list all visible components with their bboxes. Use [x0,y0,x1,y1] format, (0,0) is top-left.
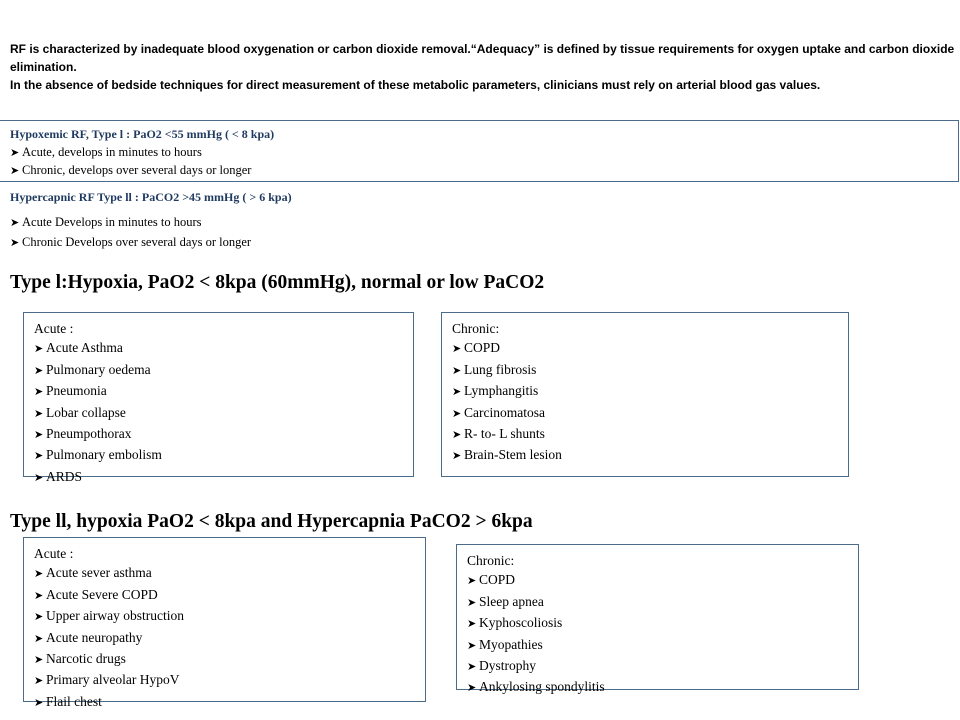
list-item [452,424,838,445]
arrow-bullet-icon: ➤ [10,237,20,249]
arrow-bullet-icon: ➤ [34,589,44,602]
type2-acute-list [34,563,415,713]
arrow-bullet-icon: ➤ [34,568,44,581]
list-item [34,585,415,606]
arrow-bullet-icon: ➤ [34,407,44,420]
intro-text [10,40,955,94]
type1-acute-label: Acute : [34,321,74,336]
list-item-text: Kyphoscoliosis [479,615,563,631]
list-item [34,606,415,627]
hypoxemic-rf-list [10,144,251,180]
arrow-bullet-icon: ➤ [467,596,477,609]
list-item [34,424,403,445]
type2-chronic-card [456,544,859,695]
type2-chronic-label: Chronic: [467,553,515,568]
list-item-text: Pneumpothorax [46,426,132,442]
arrow-bullet-icon: ➤ [34,675,44,688]
list-item-text: Acute Develops in minutes to hours [22,215,202,229]
arrow-bullet-icon: ➤ [34,364,44,377]
arrow-bullet-icon: ➤ [10,147,20,159]
list-item [452,338,838,359]
list-item-text: Lung fibrosis [464,361,537,377]
intro-line-definition: RF is characterized by inadequate blood oxygenation or carbon dioxide removal.“Adequacy” is defined by tissue requirements for oxygen uptake and carbon dioxide elimination. [10,42,955,74]
list-item-text: Chronic, develops over several days or longer [22,163,252,177]
list-item-text: ARDS [46,468,83,484]
list-item-text: Narcotic drugs [46,651,126,667]
type2-acute-card [23,537,426,709]
list-item [34,670,415,691]
arrow-bullet-icon: ➤ [467,575,477,588]
list-item-text: COPD [464,340,501,356]
list-item [467,635,848,656]
list-item [452,403,838,424]
arrow-bullet-icon: ➤ [452,450,462,463]
type2-acute-label: Acute : [34,546,74,561]
hypercapnic-rf-section [0,183,960,253]
arrow-bullet-icon: ➤ [34,471,44,484]
arrow-bullet-icon: ➤ [34,429,44,442]
list-item [467,570,848,591]
arrow-bullet-icon: ➤ [467,639,477,652]
type1-acute-list [34,338,403,488]
list-item-text: Lobar collapse [46,404,126,420]
type1-acute-card [23,312,414,484]
list-item [34,445,403,466]
list-item [34,563,415,584]
list-item [467,592,848,613]
arrow-bullet-icon: ➤ [452,343,462,356]
arrow-bullet-icon: ➤ [34,450,44,463]
list-item [10,144,251,162]
type1-chronic-list [452,338,838,466]
type1-chronic-label: Chronic: [452,321,500,336]
list-item [34,381,403,402]
list-item-text: Upper airway obstruction [46,608,184,624]
list-item [34,467,403,488]
list-item-text: Acute neuropathy [46,629,143,645]
list-item-text: Acute Asthma [46,340,123,356]
list-item-text: Carcinomatosa [464,404,545,420]
list-item [467,677,848,698]
arrow-bullet-icon: ➤ [34,696,44,709]
list-item-text: R- to- L shunts [464,426,545,442]
list-item [10,162,251,180]
list-item-text: Lymphangitis [464,383,539,399]
list-item [452,360,838,381]
arrow-bullet-icon: ➤ [452,386,462,399]
list-item [34,628,415,649]
list-item [467,613,848,634]
list-item-text: Acute, develops in minutes to hours [22,145,202,159]
type2-heading: Type ll, hypoxia PaO2 < 8kpa and Hypercapnia PaCO2 > 6kpa [10,511,533,532]
list-item [452,381,838,402]
arrow-bullet-icon: ➤ [452,364,462,377]
list-item-text: Brain-Stem lesion [464,447,562,463]
hypoxemic-rf-title: Hypoxemic RF, Type l : PaO2 <55 mmHg ( < 8 kpa) [10,127,275,141]
type1-heading: Type l:Hypoxia, PaO2 < 8kpa (60mmHg), normal or low PaCO2 [10,272,545,293]
arrow-bullet-icon: ➤ [10,217,20,229]
arrow-bullet-icon: ➤ [10,165,20,177]
arrow-bullet-icon: ➤ [34,632,44,645]
hypercapnic-rf-list [10,213,251,253]
list-item-text: Primary alveolar HypoV [46,672,180,688]
list-item-text: COPD [479,572,516,588]
list-item-text: Myopathies [479,636,543,652]
arrow-bullet-icon: ➤ [34,611,44,624]
list-item-text: Sleep apnea [479,593,544,609]
list-item-text: Dystrophy [479,658,536,674]
list-item [34,692,415,713]
hypercapnic-rf-title: Hypercapnic RF Type ll : PaCO2 >45 mmHg ( > 6 kpa) [10,190,292,204]
list-item [34,360,403,381]
list-item-text: Chronic Develops over several days or longer [22,235,252,249]
arrow-bullet-icon: ➤ [467,618,477,631]
type2-chronic-list [467,570,848,698]
list-item-text: Pulmonary embolism [46,447,162,463]
hypoxemic-rf-box [0,120,959,182]
list-item [10,233,251,253]
list-item-text: Pulmonary oedema [46,361,151,377]
arrow-bullet-icon: ➤ [34,343,44,356]
list-item-text: Ankylosing spondylitis [479,679,605,695]
arrow-bullet-icon: ➤ [467,661,477,674]
list-item [34,403,403,424]
arrow-bullet-icon: ➤ [467,682,477,695]
list-item-text: Acute sever asthma [46,565,152,581]
arrow-bullet-icon: ➤ [34,654,44,667]
list-item-text: Acute Severe COPD [46,586,158,602]
intro-line-abg: In the absence of bedside techniques for direct measurement of these metabolic parameters, clinicians must rely on arterial blood gas values. [10,78,821,92]
list-item [34,338,403,359]
list-item [452,445,838,466]
list-item-text: Flail chest [46,693,102,709]
arrow-bullet-icon: ➤ [452,429,462,442]
type1-chronic-card [441,312,849,477]
list-item-text: Pneumonia [46,383,107,399]
list-item [10,213,251,233]
list-item [34,649,415,670]
list-item [467,656,848,677]
arrow-bullet-icon: ➤ [452,407,462,420]
arrow-bullet-icon: ➤ [34,386,44,399]
